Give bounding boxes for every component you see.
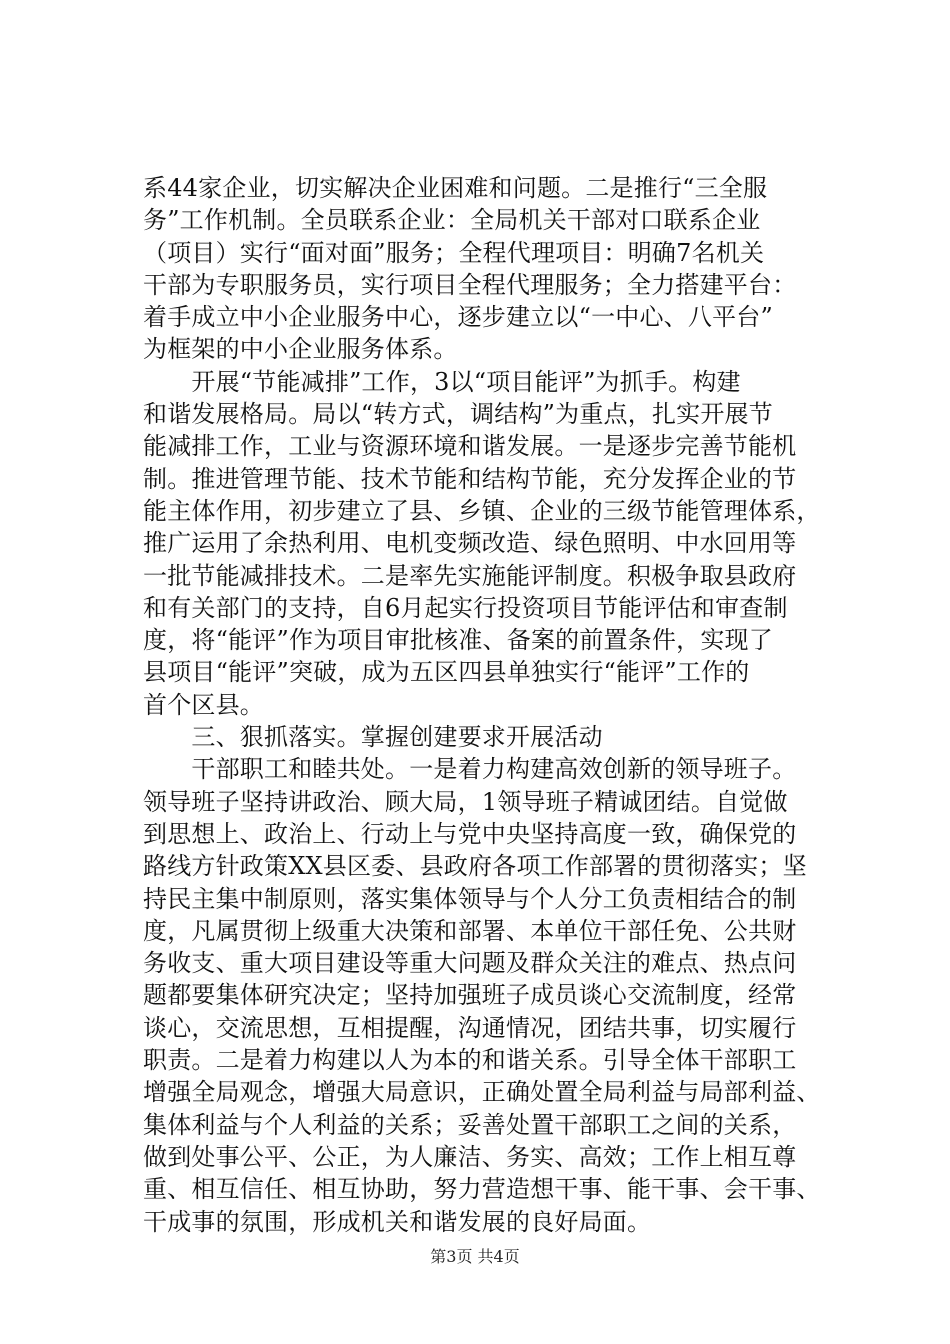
text-line: 增强全局观念，增强大局意识，正确处置全局利益与局部利益、 [143,1078,821,1107]
text-line: 制。推进管理节能、技术节能和结构节能，充分发挥企业的节 [143,464,797,493]
text-line: （项目）实行“面对面”服务；全程代理项目：明确7名机关 [143,238,765,267]
text-line: 务收支、重大项目建设等重大问题及群众关注的难点、热点问 [143,949,797,978]
text-line: 务”工作机制。全员联系企业：全局机关干部对口联系企业 [143,206,761,235]
text-line: 集体利益与个人利益的关系；妥善处置干部职工之间的关系， [143,1110,797,1139]
text-line: 职责。二是着力构建以人为本的和谐关系。引导全体干部职工 [143,1046,797,1075]
page-footer: 第3页 共4页 [430,1247,520,1266]
text-line: 题都要集体研究决定；坚持加强班子成员谈心交流制度，经常 [143,981,797,1010]
text-line: 重、相互信任、相互协助，努力营造想干事、能干事、会干事、 [143,1175,821,1204]
text-line: 到思想上、政治上、行动上与党中央坚持高度一致，确保党的 [143,819,797,848]
text-line: 开展“节能减排”工作，3以“项目能评”为抓手。构建 [143,367,741,396]
text-line: 度，凡属贯彻上级重大决策和部署、本单位干部任免、公共财 [143,916,797,945]
text-line: 干部为专职服务员，实行项目全程代理服务；全力搭建平台： [143,270,797,299]
document-body [143,172,833,1238]
text-line: 做到处事公平、公正，为人廉洁、务实、高效；工作上相互尊 [143,1142,797,1171]
text-line: 首个区县。 [143,690,264,719]
text-line: 推广运用了余热利用、电机变频改造、绿色照明、中水回用等 [143,529,797,558]
text-line: 领导班子坚持讲政治、顾大局，1领导班子精诚团结。自觉做 [143,787,788,816]
text-line: 县项目“能评”突破，成为五区四县单独实行“能评”工作的 [143,658,750,687]
text-line: 系44家企业，切实解决企业困难和问题。二是推行“三全服 [143,174,768,202]
text-line: 三、狠抓落实。掌握创建要求开展活动 [143,723,603,752]
text-line: 路线方针政策XX县区委、县政府各项工作部署的贯彻落实；坚 [143,852,807,881]
text-line: 和谐发展格局。局以“转方式，调结构”为重点，扎实开展节 [143,400,773,429]
text-line: 着手成立中小企业服务中心，逐步建立以“一中心、八平台” [143,303,773,332]
text-line: 一批节能减排技术。二是率先实施能评制度。积极争取县政府 [143,561,797,590]
text-line: 为框架的中小企业服务体系。 [143,335,458,364]
text-line: 能主体作用，初步建立了县、乡镇、企业的三级节能管理体系， [143,496,821,525]
text-line: 度，将“能评”作为项目审批核准、备案的前置条件，实现了 [143,626,773,655]
text-line: 干部职工和睦共处。一是着力构建高效创新的领导班子。 [143,755,797,784]
text-line: 持民主集中制原则，落实集体领导与个人分工负责相结合的制 [143,884,797,913]
text-line: 和有关部门的支持，自6月起实行投资项目节能评估和审查制 [143,593,788,622]
text-line: 能减排工作，工业与资源环境和谐发展。一是逐步完善节能机 [143,432,797,461]
text-line: 干成事的氛围，形成机关和谐发展的良好局面。 [143,1207,652,1236]
text-line: 谈心，交流思想，互相提醒，沟通情况，团结共事，切实履行 [143,1013,797,1042]
